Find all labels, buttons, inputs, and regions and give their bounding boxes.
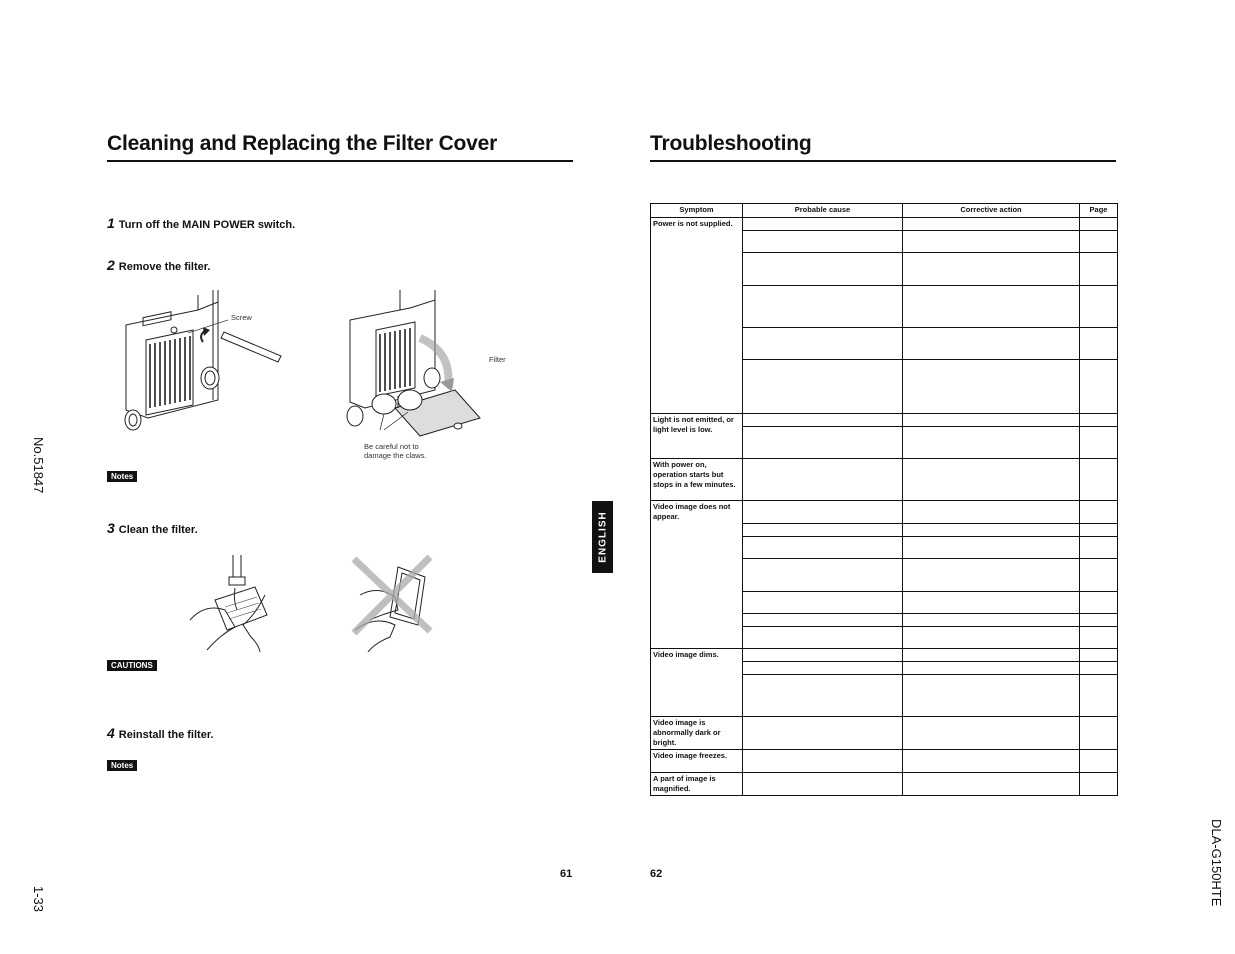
- probable-cause-cell: [743, 427, 903, 459]
- corrective-action-cell: [903, 773, 1080, 796]
- corrective-action-cell: [903, 614, 1080, 627]
- corrective-action-cell: [903, 524, 1080, 537]
- step-3: [107, 520, 198, 536]
- probable-cause-cell: [743, 559, 903, 592]
- probable-cause-cell: [743, 627, 903, 649]
- header-corrective-action: Corrective action: [903, 204, 1080, 218]
- table-row: [651, 773, 1118, 796]
- page-cell: [1080, 537, 1118, 559]
- step-2: [107, 257, 211, 273]
- filter-removal-illustration: [340, 290, 490, 440]
- page-cell: [1080, 627, 1118, 649]
- header-page: Page: [1080, 204, 1118, 218]
- page-cell: [1080, 524, 1118, 537]
- claws-warning-line1: Be careful not to: [364, 442, 419, 451]
- right-title-rule: [650, 160, 1116, 162]
- corrective-action-cell: [903, 717, 1080, 750]
- step-number: 2: [107, 257, 115, 273]
- corrective-action-cell: [903, 328, 1080, 360]
- right-page-number: 62: [650, 868, 663, 880]
- corrective-action-cell: [903, 501, 1080, 524]
- table-row: [651, 717, 1118, 750]
- language-tab-label: ENGLISH: [597, 511, 608, 563]
- probable-cause-cell: [743, 750, 903, 773]
- table-row: [651, 750, 1118, 773]
- symptom-cell: Video image is abnormally dark or bright.: [651, 717, 743, 750]
- corrective-action-cell: [903, 218, 1080, 231]
- table-row: [651, 414, 1118, 427]
- probable-cause-cell: [743, 773, 903, 796]
- step-text: Turn off the MAIN POWER switch.: [118, 219, 296, 231]
- step-number: 3: [107, 520, 115, 536]
- symptom-cell: Video image dims.: [651, 649, 743, 717]
- corrective-action-cell: [903, 537, 1080, 559]
- filter-label: Filter: [489, 355, 506, 364]
- page-cell: [1080, 231, 1118, 253]
- page-cell: [1080, 328, 1118, 360]
- probable-cause-cell: [743, 675, 903, 717]
- page-cell: [1080, 218, 1118, 231]
- corrective-action-cell: [903, 750, 1080, 773]
- symptom-cell: With power on, operation starts but stops in a few minutes.: [651, 459, 743, 501]
- corrective-action-cell: [903, 414, 1080, 427]
- notes-tag-2: Notes: [107, 760, 137, 771]
- step-text: Clean the filter.: [118, 524, 198, 536]
- corrective-action-cell: [903, 459, 1080, 501]
- left-page-title: Cleaning and Replacing the Filter Cover: [107, 132, 498, 155]
- page-cell: [1080, 717, 1118, 750]
- right-page-title: Troubleshooting: [650, 132, 812, 155]
- probable-cause-cell: [743, 614, 903, 627]
- table-header-row: [651, 204, 1118, 218]
- symptom-cell: Video image does not appear.: [651, 501, 743, 649]
- page-cell: [1080, 773, 1118, 796]
- page-cell: [1080, 559, 1118, 592]
- symptom-cell: A part of image is magnified.: [651, 773, 743, 796]
- corrective-action-cell: [903, 559, 1080, 592]
- probable-cause-cell: [743, 459, 903, 501]
- probable-cause-cell: [743, 328, 903, 360]
- corrective-action-cell: [903, 360, 1080, 414]
- page-cell: [1080, 750, 1118, 773]
- prohibited-action-illustration: [350, 555, 435, 652]
- claws-warning-line2: damage the claws.: [364, 451, 427, 460]
- probable-cause-cell: [743, 286, 903, 328]
- probable-cause-cell: [743, 662, 903, 675]
- probable-cause-cell: [743, 537, 903, 559]
- screw-removal-illustration: [118, 290, 288, 435]
- table-row: [651, 218, 1118, 231]
- probable-cause-cell: [743, 501, 903, 524]
- step-text: Remove the filter.: [118, 261, 211, 273]
- cautions-tag: CAUTIONS: [107, 660, 157, 671]
- model-number: DLA-G150HTE: [1209, 819, 1224, 907]
- step-number: 1: [107, 215, 115, 231]
- corrective-action-cell: [903, 253, 1080, 286]
- probable-cause-cell: [743, 253, 903, 286]
- corrective-action-cell: [903, 662, 1080, 675]
- corrective-action-cell: [903, 649, 1080, 662]
- symptom-cell: Light is not emitted, or light level is low.: [651, 414, 743, 459]
- page-cell: [1080, 675, 1118, 717]
- page-cell: [1080, 592, 1118, 614]
- page-cell: [1080, 459, 1118, 501]
- symptom-cell: Video image freezes.: [651, 750, 743, 773]
- table-row: [651, 649, 1118, 662]
- probable-cause-cell: [743, 231, 903, 253]
- header-probable-cause: Probable cause: [743, 204, 903, 218]
- probable-cause-cell: [743, 524, 903, 537]
- notes-tag: Notes: [107, 471, 137, 482]
- left-title-rule: [107, 160, 573, 162]
- corrective-action-cell: [903, 286, 1080, 328]
- corrective-action-cell: [903, 427, 1080, 459]
- document-number: No.51847: [31, 437, 46, 494]
- probable-cause-cell: [743, 218, 903, 231]
- probable-cause-cell: [743, 360, 903, 414]
- corrective-action-cell: [903, 675, 1080, 717]
- margin-page-number: 1-33: [31, 886, 46, 913]
- probable-cause-cell: [743, 717, 903, 750]
- probable-cause-cell: [743, 592, 903, 614]
- left-page-number: 61: [560, 868, 573, 880]
- probable-cause-cell: [743, 414, 903, 427]
- page-cell: [1080, 427, 1118, 459]
- step-text: Reinstall the filter.: [118, 729, 214, 741]
- symptom-cell: Power is not supplied.: [651, 218, 743, 414]
- page-cell: [1080, 614, 1118, 627]
- page-cell: [1080, 414, 1118, 427]
- header-symptom: Symptom: [651, 204, 743, 218]
- probable-cause-cell: [743, 649, 903, 662]
- corrective-action-cell: [903, 231, 1080, 253]
- troubleshooting-table: [650, 203, 1118, 796]
- screw-label: Screw: [231, 313, 252, 322]
- corrective-action-cell: [903, 592, 1080, 614]
- language-tab: [592, 501, 613, 573]
- table-row: [651, 501, 1118, 524]
- page-cell: [1080, 253, 1118, 286]
- page-cell: [1080, 360, 1118, 414]
- step-number: 4: [107, 725, 115, 741]
- table-row: [651, 459, 1118, 501]
- table-body: [651, 218, 1118, 796]
- page-cell: [1080, 286, 1118, 328]
- corrective-action-cell: [903, 627, 1080, 649]
- page-cell: [1080, 662, 1118, 675]
- page-cell: [1080, 649, 1118, 662]
- step-4: [107, 725, 214, 741]
- page-cell: [1080, 501, 1118, 524]
- washing-filter-illustration: [185, 555, 275, 652]
- step-1: [107, 215, 295, 231]
